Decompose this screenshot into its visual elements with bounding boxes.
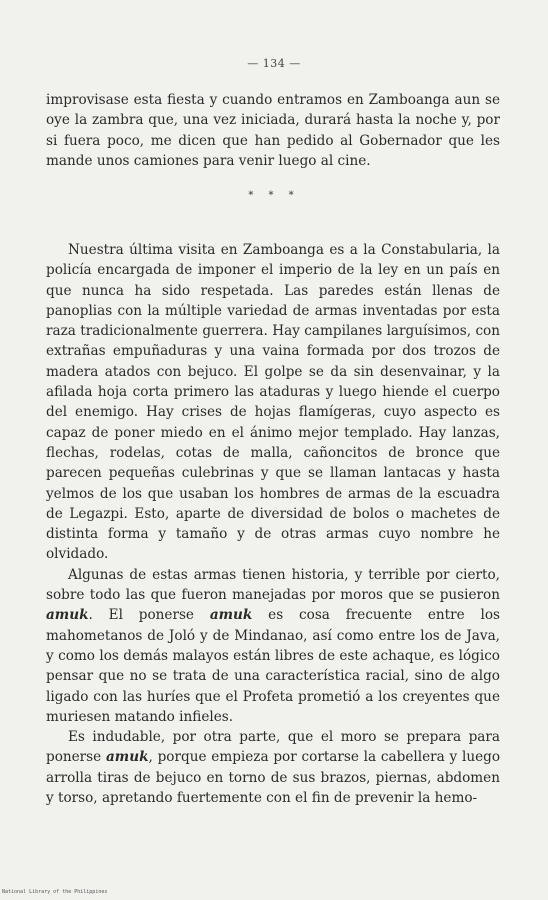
- section-separator: * * *: [248, 190, 300, 201]
- paragraph-2-text-a: Algunas de estas armas tienen historia, y terrible por cierto, sobre todo las que fueron manejadas por moros que se pusieron: [46, 566, 500, 604]
- paragraph-3-term: amuk: [106, 749, 149, 766]
- paragraph-2-text-c: es cosa frecuente entre los mahometanos de Joló y de Mindanao, así como entre los de Java, y como los demás malayos están libres de este achaque, es lógico pensar que no se trata de una característica racial, sino de algo ligado con las huríes que el Profeta prometió a los creyentes que muriesen matando infieles.: [46, 607, 500, 725]
- paragraph-3-text-b: , porque empieza por cortarse la cabellera y luego arrolla tiras de bejuco en torno de sus brazos, piernas, abdomen y torso, apretando fuertemente con el fin de prevenir la hemo-: [46, 749, 501, 807]
- paragraph-3-text-a: Es indudable, por otra parte, que el moro se prepara para ponerse: [46, 729, 500, 766]
- text-block-top: [46, 90, 500, 171]
- paragraph-2-text-b: . El ponerse: [88, 607, 210, 624]
- paragraph-2-term-2: amuk: [209, 607, 253, 624]
- page-number: — 134 —: [247, 57, 301, 70]
- text-block-main: [46, 240, 500, 808]
- paragraph-2-term: amuk: [46, 607, 89, 624]
- paragraph-2: [46, 565, 500, 727]
- paragraph-continued: improvisase esta fiesta y cuando entramos en Zamboanga aun se oye la zambra que, una vez iniciada, durará hasta la noche y, por si fuera poco, me dicen que han pedido al Gobernador que les mande unos camiones para venir luego al cine.: [46, 92, 500, 169]
- scan-footer: National Library of the Philippines: [2, 889, 108, 895]
- paragraph-3: [46, 727, 500, 808]
- paragraph-1: Nuestra última visita en Zamboanga es a la Constabularia, la policía encargada de imponer el imperio de la ley en un país en que nunca ha sido respetada. Las paredes están llenas de panoplias con la múltiple variedad de armas inventadas por esta raza tradicionalmente guerrera. Hay campilanes larguísimos, con extrañas empuñaduras y una vaina formada por dos trozos de madera atados con bejuco. El golpe se da sin desenvainar, y la afilada hoja corta primero las ataduras y luego hiende el cuerpo del enemigo. Hay crises de hojas flamígeras, cuyo aspecto es capaz de poner miedo en el ánimo mejor templado. Hay lanzas, flechas, rodelas, cotas de malla, cañoncitos de bronce que parecen pequeñas culebrinas y que se llaman lantacas y hasta yelmos de los que usaban los hombres de armas de la escuadra de Legazpi. Esto, aparte de diversidad de bolos o machetes de distinta forma y tamaño y de otras armas cuyo nombre he olvidado.: [46, 242, 500, 563]
